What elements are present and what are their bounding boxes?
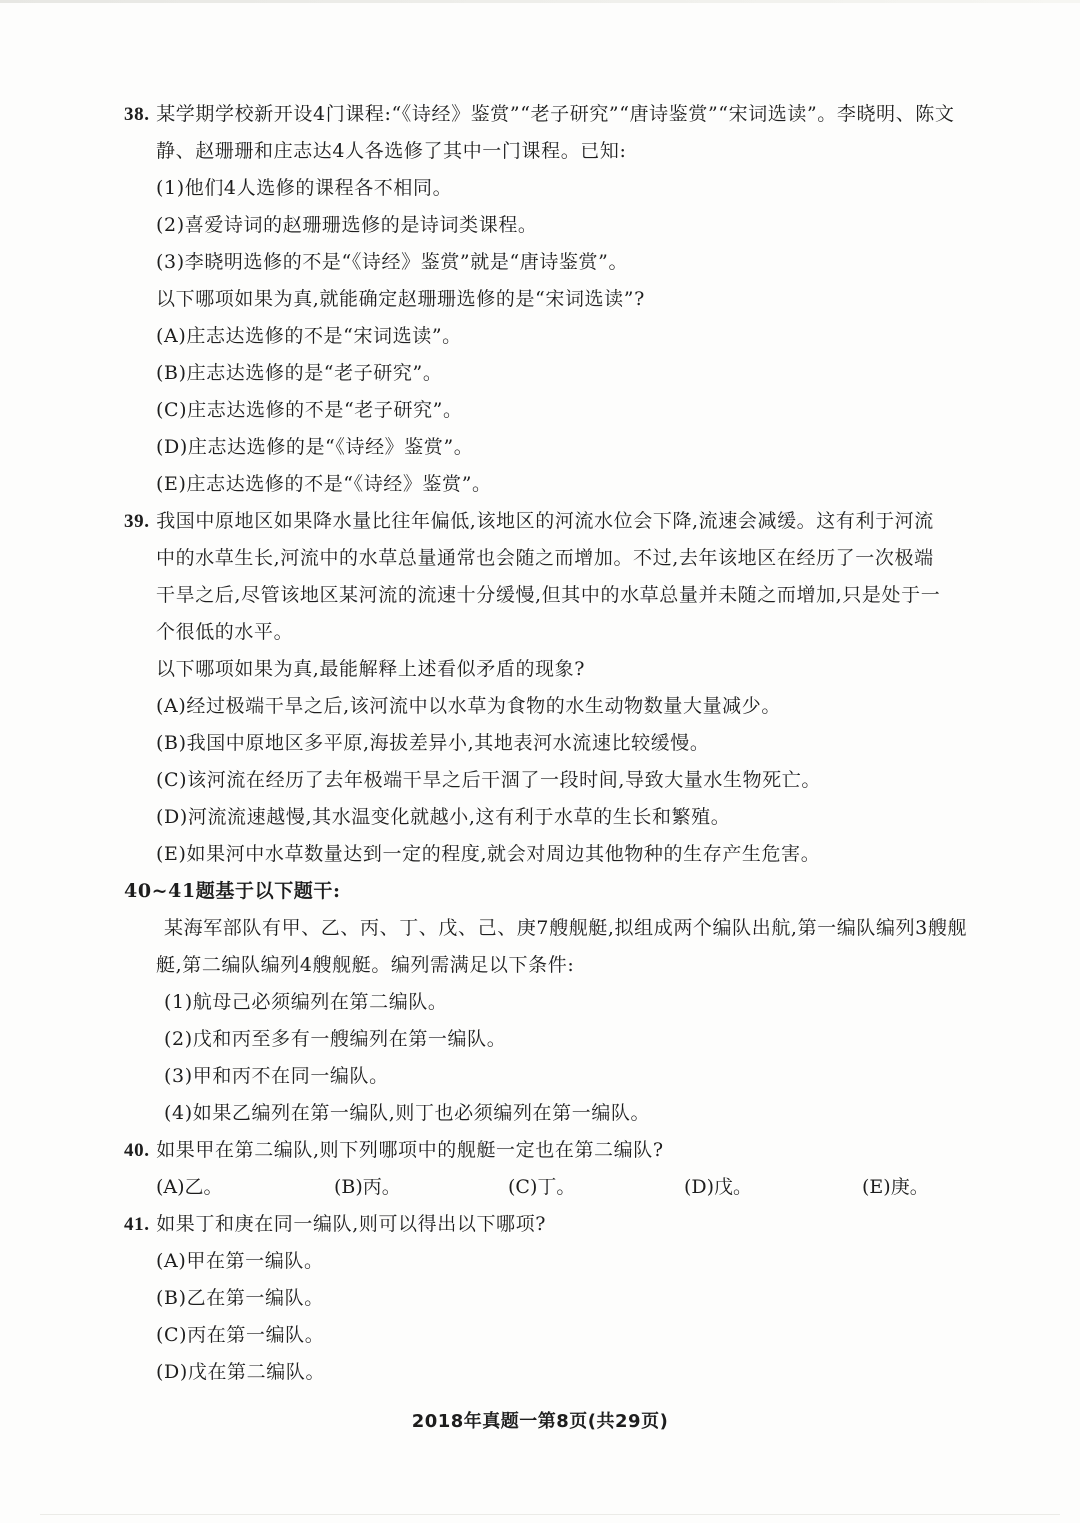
q41-option-a: (A)甲在第一编队。 <box>156 1250 324 1272</box>
group-condition-3: (3)甲和丙不在同一编队。 <box>164 1065 389 1087</box>
q41-stem <box>124 1206 994 1243</box>
q40-option-b: (B)丙。 <box>334 1176 401 1198</box>
q39-number: 39. <box>124 511 150 532</box>
q38-stem-text-1: 某学期学校新开设4门课程:“《诗经》鉴赏”“老子研究”“唐诗鉴赏”“宋词选读”。李晓明、陈文 <box>156 103 955 125</box>
q39-option-c: (C)该河流在经历了去年极端干旱之后干涸了一段时间,导致大量水生物死亡。 <box>156 769 822 791</box>
question-40 <box>124 1132 994 1206</box>
q41-option-b: (B)乙在第一编队。 <box>156 1287 324 1309</box>
q39-stem-line-1 <box>124 503 994 540</box>
q39-stem-line-2: 中的水草生长,河流中的水草总量通常也会随之而增加。不过,去年该地区在经历了一次极端 <box>156 547 934 569</box>
q40-number: 40. <box>124 1140 150 1161</box>
group-condition-4: (4)如果乙编列在第一编队,则丁也必须编列在第一编队。 <box>164 1102 651 1124</box>
q38-option-e: (E)庄志达选修的不是“《诗经》鉴赏”。 <box>156 473 492 495</box>
q41-number: 41. <box>124 1214 150 1235</box>
q41-option-c: (C)丙在第一编队。 <box>156 1324 325 1346</box>
group-heading: 40~41题基于以下题干: <box>124 880 341 902</box>
q38-option-a: (A)庄志达选修的不是“宋词选读”。 <box>156 325 462 347</box>
q41-question: 如果丁和庚在同一编队,则可以得出以下哪项? <box>156 1213 547 1235</box>
q40-option-a: (A)乙。 <box>156 1176 223 1198</box>
q38-condition-3: (3)李晓明选修的不是“《诗经》鉴赏”就是“唐诗鉴赏”。 <box>156 251 629 273</box>
q38-condition-2: (2)喜爱诗词的赵珊珊选修的是诗词类课程。 <box>156 214 538 236</box>
question-group-40-41 <box>124 873 994 1132</box>
scan-edge-bottom <box>40 1514 1060 1515</box>
page-content <box>124 96 994 1391</box>
q40-option-d: (D)戊。 <box>684 1176 753 1198</box>
group-condition-2: (2)戊和丙至多有一艘编列在第一编队。 <box>164 1028 507 1050</box>
q39-question: 以下哪项如果为真,最能解释上述看似矛盾的现象? <box>156 658 586 680</box>
q41-option-d: (D)戊在第二编队。 <box>156 1361 326 1383</box>
q39-stem-text-1: 我国中原地区如果降水量比往年偏低,该地区的河流水位会下降,流速会减缓。这有利于河流 <box>156 510 934 532</box>
q39-stem-line-3: 干旱之后,尽管该地区某河流的流速十分缓慢,但其中的水草总量并未随之而增加,只是处于一 <box>156 584 941 606</box>
question-38 <box>124 96 994 503</box>
q40-option-c: (C)丁。 <box>508 1176 576 1198</box>
q40-stem <box>124 1132 994 1169</box>
q40-option-e: (E)庚。 <box>862 1176 929 1198</box>
group-condition-1: (1)航母己必须编列在第二编队。 <box>164 991 448 1013</box>
q39-option-b: (B)我国中原地区多平原,海拔差异小,其地表河水流速比较缓慢。 <box>156 732 710 754</box>
q38-stem-line-2: 静、赵珊珊和庄志达4人各选修了其中一门课程。已知: <box>156 140 627 162</box>
group-stem-line-1: 某海军部队有甲、乙、丙、丁、戊、己、庚7艘舰艇,拟组成两个编队出航,第一编队编列3艘舰 <box>164 917 968 939</box>
q38-option-c: (C)庄志达选修的不是“老子研究”。 <box>156 399 463 421</box>
q38-question: 以下哪项如果为真,就能确定赵珊珊选修的是“宋词选读”? <box>156 288 645 310</box>
q40-question: 如果甲在第二编队,则下列哪项中的舰艇一定也在第二编队? <box>156 1139 664 1161</box>
q38-stem-line-1 <box>124 96 994 133</box>
q39-option-a: (A)经过极端干旱之后,该河流中以水草为食物的水生动物数量大量减少。 <box>156 695 781 717</box>
scan-edge-top <box>0 0 1080 3</box>
q38-number: 38. <box>124 104 150 125</box>
question-41 <box>124 1206 994 1391</box>
page-footer: 2018年真题一第8页(共29页) <box>411 1411 669 1432</box>
q38-option-d: (D)庄志达选修的是“《诗经》鉴赏”。 <box>156 436 474 458</box>
q40-options <box>124 1169 994 1206</box>
q38-condition-1: (1)他们4人选修的课程各不相同。 <box>156 177 453 199</box>
question-39 <box>124 503 994 873</box>
q39-option-d: (D)河流流速越慢,其水温变化就越小,这有利于水草的生长和繁殖。 <box>156 806 731 828</box>
q38-option-b: (B)庄志达选修的是“老子研究”。 <box>156 362 443 384</box>
group-stem-line-2: 艇,第二编队编列4艘舰艇。编列需满足以下条件: <box>156 954 575 976</box>
q39-stem-line-4: 个很低的水平。 <box>156 621 294 643</box>
q39-option-e: (E)如果河中水草数量达到一定的程度,就会对周边其他物种的生存产生危害。 <box>156 843 821 865</box>
